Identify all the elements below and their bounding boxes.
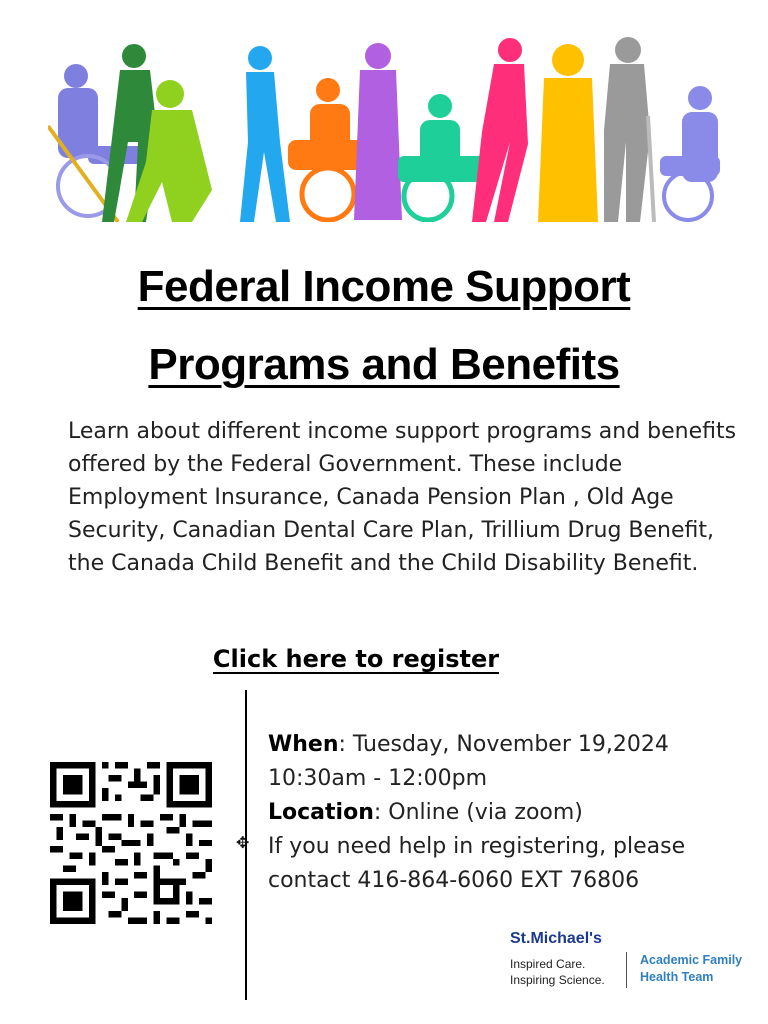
logo-tagline: [510, 956, 605, 988]
when-label: When: [268, 732, 339, 757]
time-line: 10:30am - 12:00pm: [268, 766, 488, 791]
logo-tagline-2: Inspiring Science.: [510, 973, 605, 987]
location-value: : Online (via zoom): [373, 800, 583, 825]
register-link[interactable]: Click here to register: [212, 645, 500, 673]
when-line: [268, 728, 758, 762]
people-banner-illustration: [48, 36, 720, 222]
when-value: : Tuesday, November 19,2024: [338, 732, 669, 757]
banner-silhouettes: [48, 37, 720, 222]
logo-tagline-1: Inspired Care.: [510, 957, 586, 971]
qr-code-icon[interactable]: [50, 760, 212, 926]
logo-team: [640, 952, 742, 986]
page-title: [0, 248, 768, 404]
title-line-1: Federal Income Support: [137, 262, 631, 311]
crosshair-icon: ✥: [236, 833, 250, 852]
logo-brand: St.Michael's: [510, 930, 602, 947]
intro-paragraph: Learn about different income support programs and benefits offered by the Federal Government. These include Employment Insurance, Canada Pension Plan , Old Age Security, Canadian Dental Care Plan, Trillium Drug Benefit, the Canada Child Benefit and the Child Disability Benefit.: [68, 419, 737, 576]
location-line: [268, 796, 758, 830]
st-michaels-logo: [510, 930, 760, 1000]
logo-separator: [626, 952, 627, 988]
title-line-2: Programs and Benefits: [148, 340, 620, 389]
event-details: [268, 728, 758, 898]
help-line-2: contact 416-864-6060 EXT 76806: [268, 868, 640, 893]
help-line-1: If you need help in registering, please: [268, 834, 686, 859]
logo-team-2: Health Team: [640, 970, 714, 984]
location-label: Location: [268, 800, 374, 825]
logo-team-1: Academic Family: [640, 953, 743, 967]
